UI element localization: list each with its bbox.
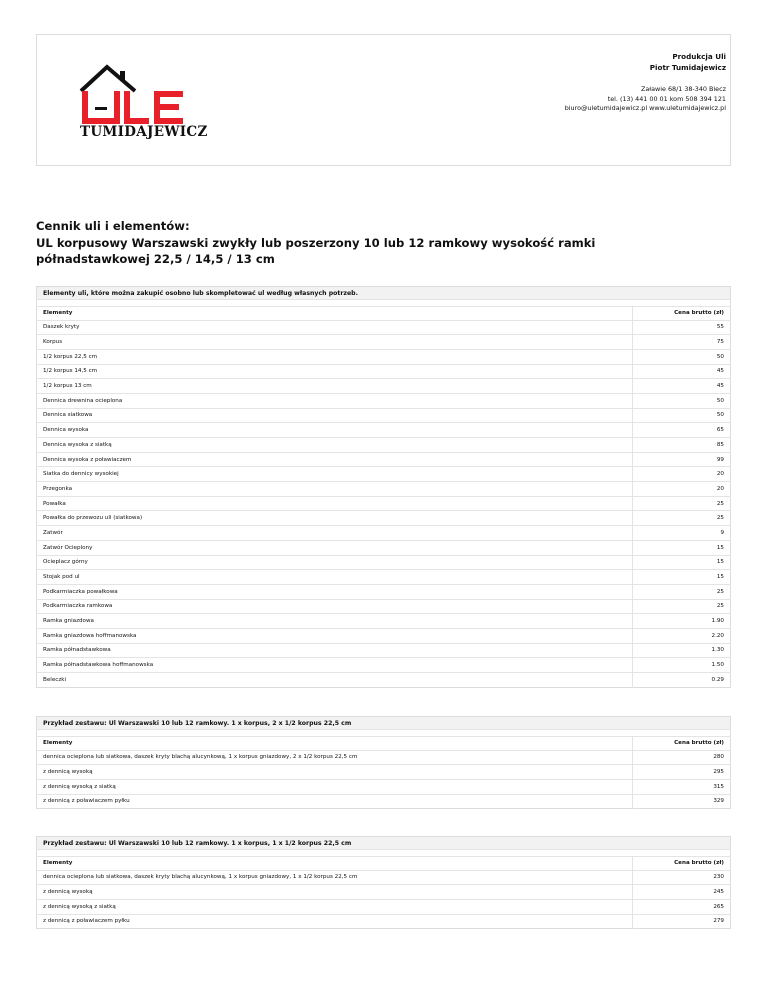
item-price: 45 [633,379,731,394]
column-header-price: Cena brutto (zł) [633,857,731,871]
item-name: Dennica siatkowa [37,408,633,423]
elements-price-table [36,286,731,688]
spacer-cell [37,730,731,737]
table-row [37,899,731,914]
table-header-row [37,307,731,321]
item-price: 25 [633,599,731,614]
table-row [37,765,731,780]
item-name: z dennicą wysoką z siatką [37,779,633,794]
table-caption-row [37,837,731,850]
item-name: Dennica wysoka [37,423,633,438]
item-name: z dennicą z poławiaczem pyłku [37,914,633,929]
item-price: 50 [633,349,731,364]
item-price: 25 [633,584,731,599]
table-row [37,423,731,438]
title-line: półnadstawkowej 22,5 / 14,5 / 13 cm [36,252,275,266]
table-row [37,335,731,350]
table-row [37,599,731,614]
table-row [37,794,731,809]
company-phone: tel. (13) 441 00 01 kom 508 394 121 [607,94,726,103]
item-price: 50 [633,393,731,408]
item-price: 279 [633,914,731,929]
item-name: Ocieplacz górny [37,555,633,570]
table-row [37,379,731,394]
logo-subtext: TUMIDAJEWICZ [80,124,208,140]
item-name: Zatwór Ocieplony [37,540,633,555]
table-spacer [37,730,731,737]
item-price: 1.30 [633,643,731,658]
item-price: 15 [633,540,731,555]
item-price: 25 [633,511,731,526]
item-name: z dennicą z poławiaczem pyłku [37,794,633,809]
table-row [37,320,731,335]
table-row [37,496,731,511]
table-row [37,438,731,453]
table-header-row [37,737,731,751]
table-spacer [37,850,731,857]
table-caption: Przykład zestawu: Ul Warszawski 10 lub 12 ramkowy. 1 x korpus, 1 x 1/2 korpus 22,5 cm [37,837,731,850]
table-row [37,628,731,643]
item-price: 0.29 [633,673,731,688]
item-name: Podkarmiaczka ramkowa [37,599,633,614]
item-name: 1/2 korpus 22,5 cm [37,349,633,364]
table-row [37,467,731,482]
table-row [37,870,731,885]
table-row [37,914,731,929]
item-price: 65 [633,423,731,438]
item-price: 1.90 [633,614,731,629]
table-row [37,452,731,467]
item-name: Korpus [37,335,633,350]
table-caption-row [37,287,731,300]
item-name: Dennica drewnina ocieplona [37,393,633,408]
item-name: z dennicą wysoką [37,885,633,900]
company-contact: biuro@uletumidajewicz.pl www.uletumidajewicz.pl [564,104,726,112]
item-name: Powałka [37,496,633,511]
item-price: 1.50 [633,658,731,673]
item-price: 99 [633,452,731,467]
column-header-price: Cena brutto (zł) [633,737,731,751]
item-price: 280 [633,750,731,765]
item-price: 50 [633,408,731,423]
item-name: 1/2 korpus 14,5 cm [37,364,633,379]
page-title [36,218,656,268]
item-price: 315 [633,779,731,794]
company-info [565,52,726,114]
item-price: 230 [633,870,731,885]
item-name: Przegonka [37,482,633,497]
company-address: Załawie 68/1 38-340 Biecz [640,85,726,93]
item-price: 20 [633,482,731,497]
set-price-table-2-half [36,716,731,809]
item-name: Dennica wysoka z siatką [37,438,633,453]
table-row [37,393,731,408]
item-name: Ramka gniazdowa hoffmanowska [37,628,633,643]
item-price: 20 [633,467,731,482]
table-row [37,511,731,526]
item-name: z dennicą wysoką z siatką [37,899,633,914]
item-name: Zatwór [37,526,633,541]
item-name: Ramka gniazdowa [37,614,633,629]
table-row [37,643,731,658]
table-row [37,482,731,497]
table-row [37,750,731,765]
item-price: 2.20 [633,628,731,643]
title-line: Cennik uli i elementów: [36,219,190,233]
item-name: Stojak pod ul [37,570,633,585]
table-row [37,658,731,673]
table-row [37,885,731,900]
item-name: dennica ocieplona lub siatkowa, daszek kryty blachą alucynkową, 1 x korpus gniazdowy, 2 x 1/2 korpus 22,5 cm [37,750,633,765]
company-name-line2: Piotr Tumidajewicz [649,62,726,72]
item-price: 9 [633,526,731,541]
item-name: Dennica wysoka z poławiaczem [37,452,633,467]
table-caption: Przykład zestawu: Ul Warszawski 10 lub 12 ramkowy. 1 x korpus, 2 x 1/2 korpus 22,5 cm [37,717,731,730]
item-price: 55 [633,320,731,335]
header-box [36,34,731,166]
item-price: 45 [633,364,731,379]
table-row [37,779,731,794]
table-row [37,570,731,585]
item-price: 15 [633,555,731,570]
table-row [37,555,731,570]
item-name: dennica ocieplona lub siatkowa, daszek kryty blachą alucynkową, 1 x korpus gniazdowy, 1 x 1/2 korpus 22,5 cm [37,870,633,885]
column-header-price: Cena brutto (zł) [633,307,731,321]
item-price: 295 [633,765,731,780]
item-name: Ramka półnadstawkowa hoffmanowska [37,658,633,673]
table-header-row [37,857,731,871]
item-name: Podkarmiaczka powałkowa [37,584,633,599]
table-row [37,540,731,555]
table-row [37,364,731,379]
item-price: 85 [633,438,731,453]
item-price: 245 [633,885,731,900]
table-row [37,614,731,629]
item-price: 329 [633,794,731,809]
item-name: Powałka do przewozu uli (siatkowa) [37,511,633,526]
spacer-cell [37,850,731,857]
table-row [37,526,731,541]
item-price: 265 [633,899,731,914]
company-name-line1: Produkcja Uli [672,52,726,61]
column-header-elements: Elementy [37,737,633,751]
item-price: 25 [633,496,731,511]
spacer-cell [37,300,731,307]
item-name: Daszek kryty [37,320,633,335]
title-line: UL korpusowy Warszawski zwykły lub poszerzony 10 lub 12 ramkowy wysokość ramki [36,235,596,250]
column-header-elements: Elementy [37,307,633,321]
item-name: Ramka półnadstawkowa [37,643,633,658]
table-caption: Elementy uli, które można zakupić osobno lub skompletować ul według własnych potrzeb. [37,287,731,300]
table-row [37,584,731,599]
table-row [37,673,731,688]
item-name: Beleczki [37,673,633,688]
item-name: z dennicą wysoką [37,765,633,780]
table-caption-row [37,717,731,730]
column-header-elements: Elementy [37,857,633,871]
table-spacer [37,300,731,307]
table-row [37,349,731,364]
set-price-table-1-half [36,836,731,929]
item-price: 75 [633,335,731,350]
item-name: Siatka do dennicy wysokiej [37,467,633,482]
item-name: 1/2 korpus 13 cm [37,379,633,394]
item-price: 15 [633,570,731,585]
table-row [37,408,731,423]
